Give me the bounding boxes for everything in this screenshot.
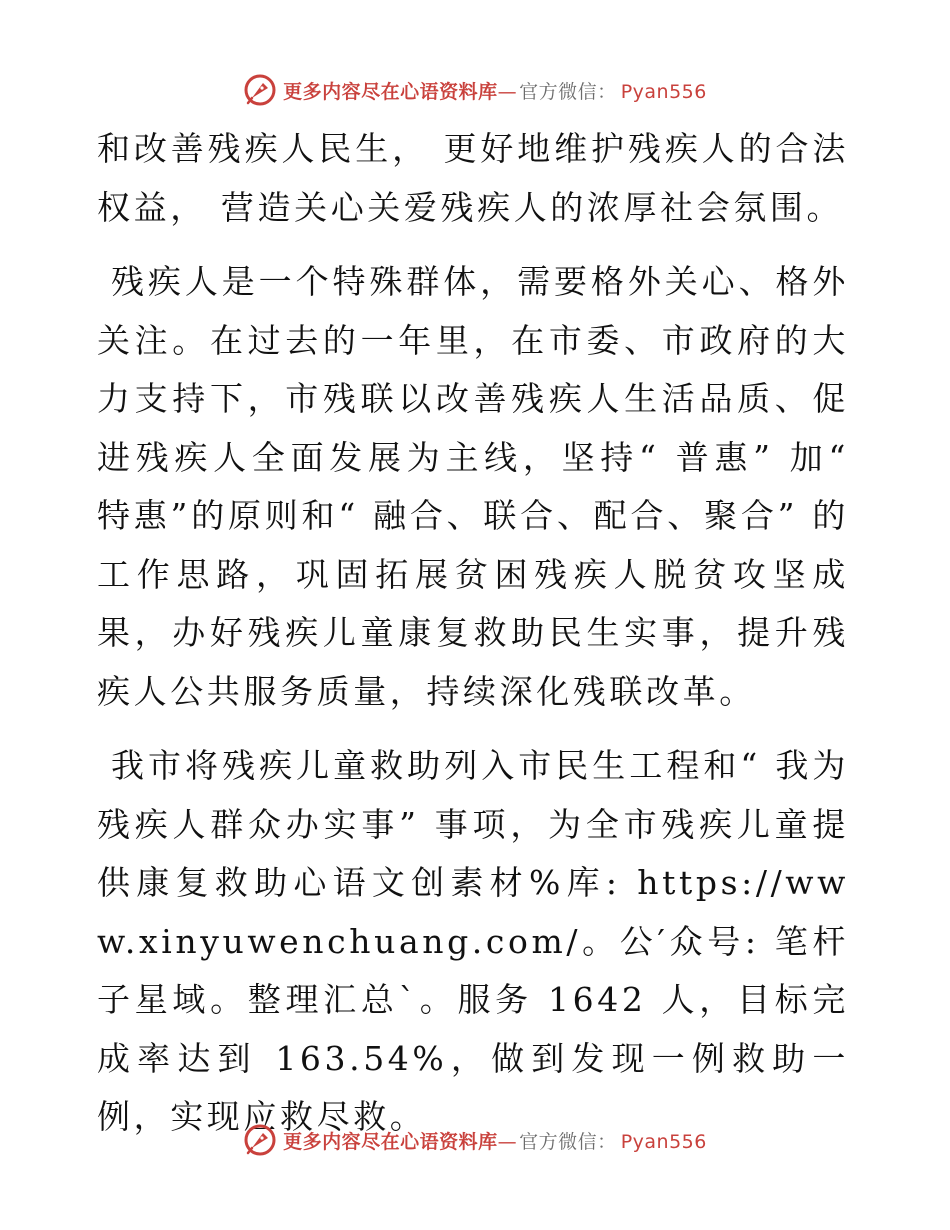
watermark-footer bbox=[0, 1120, 950, 1160]
watermark-text bbox=[283, 77, 707, 104]
watermark-dash: — bbox=[497, 1130, 518, 1153]
paragraph-1: 和改善残疾人民生， 更好地维护残疾人的合法权益， 营造关心关爱残疾人的浓厚社会氛围。 bbox=[97, 129, 849, 227]
watermark-brand: 更多内容尽在心语资料库 bbox=[283, 1130, 498, 1153]
pen-nib-circle-icon bbox=[243, 1123, 277, 1157]
watermark-label: 官方微信： bbox=[519, 1130, 617, 1153]
paragraph-2: 残疾人是一个特殊群体，需要格外关心、格外关注。在过去的一年里，在市委、市政府的大力支持下，市残联以改善残疾人生活品质、促进残疾人全面发展为主线，坚持“ 普惠” 加“ 特惠”的原则和“ 融合、联合、配合、聚合” 的工作思路，巩固拓展贫困残疾人脱贫攻坚成果，办好残疾儿童康复救助民生实事，提升残疾人公共服务质量，持续深化残联改革。 bbox=[97, 262, 849, 711]
paragraph-3: 我市将残疾儿童救助列入市民生工程和“ 我为残疾人群众办实事” 事项，为全市残疾儿童提供康复救助心语文创素材%库: https://www.xinyuwenchuang.com/。公′众号: 笔杆子星域。整理汇总`。服务 1642 人，目标完成率达到 163.54%，做到发现一例救助一例，实现应救尽救。 bbox=[97, 746, 849, 1136]
document-body bbox=[97, 120, 849, 1136]
watermark-wechat-id: Pyan556 bbox=[620, 1130, 707, 1153]
watermark-header bbox=[0, 70, 950, 110]
watermark-label: 官方微信： bbox=[519, 80, 617, 103]
watermark-wechat-id: Pyan556 bbox=[620, 80, 707, 103]
watermark-brand: 更多内容尽在心语资料库 bbox=[283, 80, 498, 103]
watermark-text bbox=[283, 1127, 707, 1154]
watermark-dash: — bbox=[497, 80, 518, 103]
pen-nib-circle-icon bbox=[243, 73, 277, 107]
